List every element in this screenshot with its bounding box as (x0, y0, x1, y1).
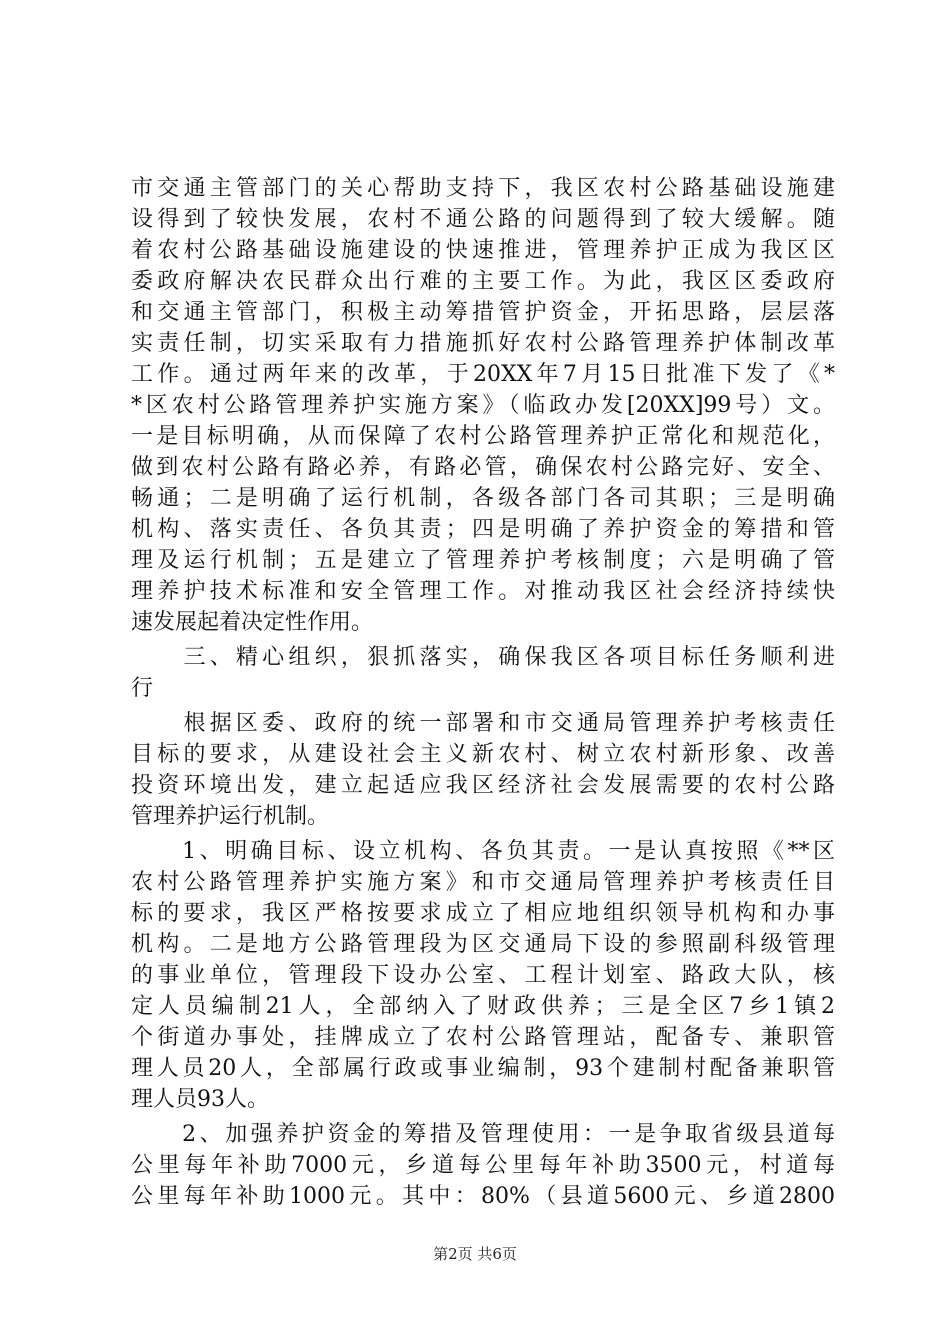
text-line: 的事业单位，管理段下设办公室、工程计划室、路政大队，核 (131, 963, 835, 988)
text-line: 公里每年补助7000元，乡道每公里每年补助3500元，村道每 (131, 1153, 835, 1178)
text-line: 理人员93人。 (131, 1087, 269, 1112)
text-line: 做到农村公路有路必养，有路必管，确保农村公路完好、安全、 (131, 455, 835, 480)
text-line: 市交通主管部门的关心帮助支持下，我区农村公路基础设施建 (131, 176, 835, 201)
text-line: 理养护技术标准和安全管理工作。对推动我区社会经济持续快 (131, 579, 835, 604)
text-line: 畅通；二是明确了运行机制，各级各部门各司其职；三是明确 (131, 486, 835, 511)
text-line: 公里每年补助1000元。其中：80%（县道5600元、乡道2800 (131, 1184, 835, 1209)
text-line: 一是目标明确，从而保障了农村公路管理养护正常化和规范化， (131, 424, 835, 449)
text-line: 1、明确目标、设立机构、各负其责。一是认真按照《**区 (131, 839, 835, 864)
text-line: 机构、落实责任、各负其责；四是明确了养护资金的筹措和管 (131, 517, 835, 542)
text-line: 行 (131, 676, 154, 701)
text-line: *区农村公路管理养护实施方案》（临政办发[20XX]99号）文。 (131, 393, 835, 418)
text-line: 机构。二是地方公路管理段为区交通局下设的参照副科级管理 (131, 932, 835, 957)
document-body (131, 173, 835, 1212)
text-line: 理人员20人，全部属行政或事业编制，93个建制村配备兼职管 (131, 1056, 835, 1081)
text-line: 理及运行机制；五是建立了管理养护考核制度；六是明确了管 (131, 548, 835, 573)
text-line: 委政府解决农民群众出行难的主要工作。为此，我区区委政府 (131, 269, 835, 294)
text-line: 定人员编制21人，全部纳入了财政供养；三是全区7乡1镇2 (131, 994, 835, 1019)
text-line: 根据区委、政府的统一部署和市交通局管理养护考核责任 (131, 711, 835, 736)
text-line: 和交通主管部门，积极主动筹措管护资金，开拓思路，层层落 (131, 300, 835, 325)
text-line: 着农村公路基础设施建设的快速推进，管理养护正成为我区区 (131, 238, 835, 263)
text-line: 目标的要求，从建设社会主义新农村、树立农村新形象、改善 (131, 742, 835, 767)
text-line: 实责任制，切实采取有力措施抓好农村公路管理养护体制改革 (131, 331, 835, 356)
text-line: 标的要求，我区严格按要求成立了相应地组织领导机构和办事 (131, 901, 835, 926)
text-line: 工作。通过两年来的改革，于20XX年7月15日批准下发了《* (131, 362, 835, 387)
text-line: 三、精心组织，狠抓落实，确保我区各项目标任务顺利进 (131, 645, 835, 670)
page-footer: 第2页 共6页 (433, 1245, 517, 1263)
text-line: 农村公路管理养护实施方案》和市交通局管理养护考核责任目 (131, 870, 835, 895)
text-line: 管理养护运行机制。 (131, 804, 330, 829)
text-line: 速发展起着决定性作用。 (131, 610, 374, 635)
text-line: 个街道办事处，挂牌成立了农村公路管理站，配备专、兼职管 (131, 1025, 835, 1050)
text-line: 设得到了较快发展，农村不通公路的问题得到了较大缓解。随 (131, 207, 835, 232)
text-line: 投资环境出发，建立起适应我区经济社会发展需要的农村公路 (131, 773, 835, 798)
text-line: 2、加强养护资金的筹措及管理使用：一是争取省级县道每 (131, 1122, 835, 1147)
